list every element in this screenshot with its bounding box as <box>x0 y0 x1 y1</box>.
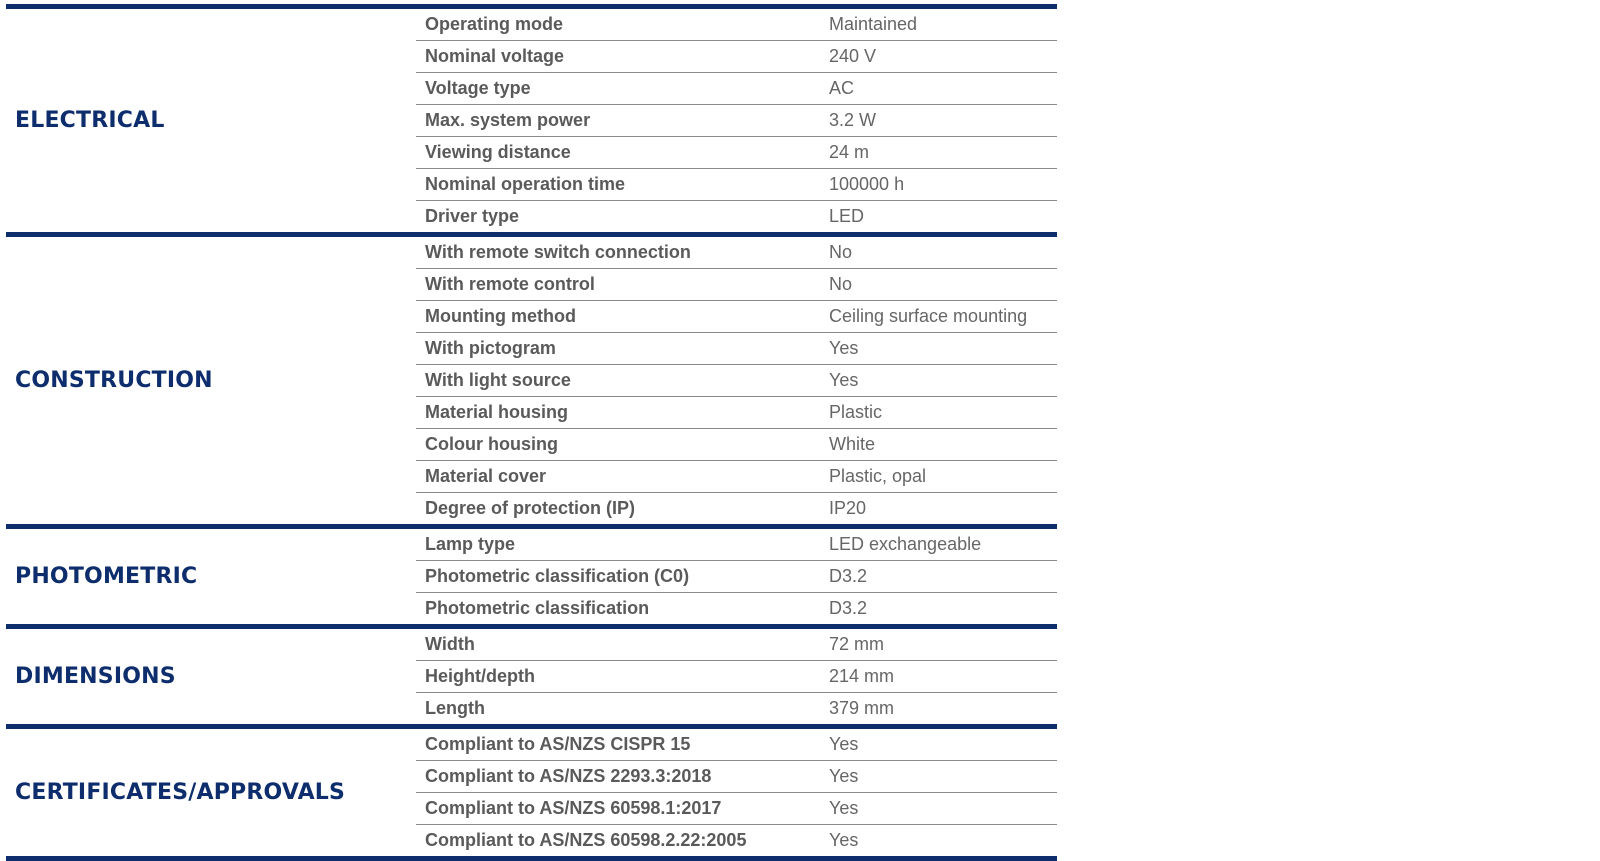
spec-label: Viewing distance <box>425 142 571 162</box>
spec-rows <box>416 529 1057 624</box>
spec-value: Maintained <box>829 14 918 34</box>
spec-label: Compliant to AS/NZS 2293.3:2018 <box>425 766 712 786</box>
spec-row <box>416 792 1057 824</box>
spec-label: With light source <box>425 370 571 390</box>
spec-row <box>416 237 1057 268</box>
spec-row <box>416 104 1057 136</box>
spec-row <box>416 729 1057 760</box>
spec-value: Yes <box>829 734 859 754</box>
spec-row <box>416 396 1057 428</box>
spec-row <box>416 692 1057 724</box>
spec-label: Nominal voltage <box>425 46 565 66</box>
spec-label: Photometric classification (C0) <box>425 566 690 586</box>
spec-value: Yes <box>829 370 859 390</box>
spec-row <box>416 529 1057 560</box>
section-title: CERTIFICATES/APPROVALS <box>15 780 346 805</box>
spec-value: No <box>829 274 853 294</box>
section-title: DIMENSIONS <box>15 664 176 689</box>
spec-value: 3.2 W <box>829 110 877 130</box>
spec-sheet <box>6 4 1057 861</box>
spec-value: White <box>829 434 876 454</box>
spec-value: Plastic <box>829 402 883 422</box>
spec-value: 24 m <box>829 142 870 162</box>
spec-value: 240 V <box>829 46 877 66</box>
section-title: CONSTRUCTION <box>15 368 213 393</box>
spec-label: Material housing <box>425 402 569 422</box>
spec-row <box>416 492 1057 524</box>
spec-label: With pictogram <box>425 338 556 358</box>
section-electrical <box>6 4 1057 232</box>
spec-row <box>416 200 1057 232</box>
spec-label: Compliant to AS/NZS 60598.2.22:2005 <box>425 830 747 850</box>
spec-label: Operating mode <box>425 14 564 34</box>
spec-row <box>416 332 1057 364</box>
spec-value: 214 mm <box>829 666 895 686</box>
section-certificates <box>6 724 1057 861</box>
spec-value: Yes <box>829 338 859 358</box>
spec-row <box>416 364 1057 396</box>
spec-row <box>416 460 1057 492</box>
spec-value: D3.2 <box>829 566 868 586</box>
spec-row <box>416 428 1057 460</box>
spec-value: Ceiling surface mounting <box>829 306 1028 326</box>
spec-value: Plastic, opal <box>829 466 927 486</box>
spec-rows <box>416 9 1057 232</box>
spec-label: Nominal operation time <box>425 174 626 194</box>
spec-label: Max. system power <box>425 110 591 130</box>
spec-value: Yes <box>829 830 859 850</box>
spec-rows <box>416 237 1057 524</box>
spec-row <box>416 9 1057 40</box>
spec-label: Driver type <box>425 206 520 226</box>
spec-row <box>416 660 1057 692</box>
spec-row <box>416 168 1057 200</box>
spec-label: Material cover <box>425 466 547 486</box>
spec-label: Compliant to AS/NZS 60598.1:2017 <box>425 798 722 818</box>
spec-label: Width <box>425 634 475 654</box>
section-title: PHOTOMETRIC <box>15 564 198 589</box>
spec-label: Degree of protection (IP) <box>425 498 636 518</box>
spec-value: IP20 <box>829 498 867 518</box>
section-title: ELECTRICAL <box>15 108 165 133</box>
spec-value: LED <box>829 206 865 226</box>
spec-label: Compliant to AS/NZS CISPR 15 <box>425 734 691 754</box>
spec-row <box>416 40 1057 72</box>
section-photometric <box>6 524 1057 624</box>
spec-row <box>416 560 1057 592</box>
section-construction <box>6 232 1057 524</box>
spec-label: Voltage type <box>425 78 531 98</box>
spec-value: No <box>829 242 853 262</box>
spec-row <box>416 629 1057 660</box>
spec-row <box>416 72 1057 104</box>
spec-row <box>416 136 1057 168</box>
spec-row <box>416 300 1057 332</box>
spec-row <box>416 592 1057 624</box>
spec-value: 100000 h <box>829 174 905 194</box>
section-dimensions <box>6 624 1057 724</box>
spec-label: Mounting method <box>425 306 576 326</box>
spec-rows <box>416 729 1057 856</box>
spec-row <box>416 268 1057 300</box>
spec-value: Yes <box>829 798 859 818</box>
spec-label: With remote switch connection <box>425 242 691 262</box>
spec-label: With remote control <box>425 274 595 294</box>
spec-value: 379 mm <box>829 698 895 718</box>
spec-value: LED exchangeable <box>829 534 982 554</box>
spec-rows <box>416 629 1057 724</box>
spec-value: 72 mm <box>829 634 885 654</box>
spec-label: Colour housing <box>425 434 558 454</box>
spec-label: Height/depth <box>425 666 535 686</box>
spec-value: D3.2 <box>829 598 868 618</box>
spec-row <box>416 824 1057 856</box>
spec-row <box>416 760 1057 792</box>
spec-label: Length <box>425 698 485 718</box>
spec-value: Yes <box>829 766 859 786</box>
spec-value: AC <box>829 78 855 98</box>
spec-label: Photometric classification <box>425 598 650 618</box>
spec-label: Lamp type <box>425 534 516 554</box>
